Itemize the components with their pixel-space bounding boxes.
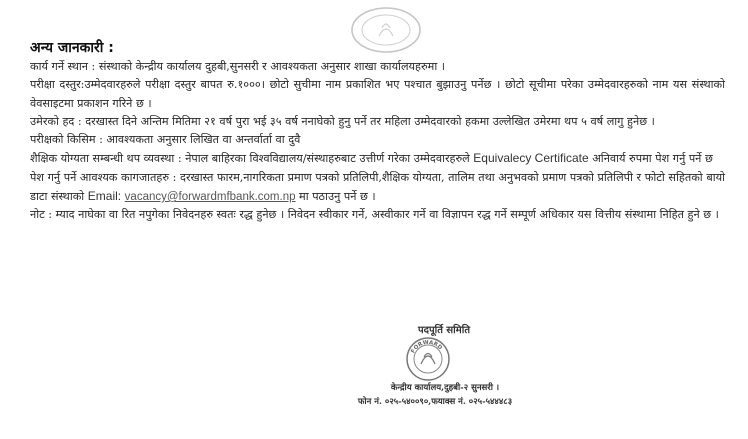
work-location-para: कार्य गर्ने स्थान : संस्थाको केन्द्रीय कार्यालय दुहबी,सुनसरी र आवश्यकता अनुसार शाखा कार्यालयहरुमा । [30, 60, 446, 73]
section-heading: अन्य जानकारी : [30, 40, 114, 56]
email-link[interactable]: vacancy@forwardmfbank.com.np [124, 191, 296, 204]
email-label: Email: [87, 189, 122, 204]
documents-para [30, 169, 725, 207]
forward-logo-seal-icon [405, 336, 451, 382]
office-address: केन्द्रीय कार्यालय,दुहबी-२ सुनसरी । [390, 383, 500, 393]
committee-name: पदपूर्ति समिति [417, 325, 471, 336]
exam-type-para: परीक्षको किसिम : आवश्यकता अनुसार लिखित वा अन्तर्वार्ता वा दुवै [30, 133, 301, 147]
documents-text-end: मा पठाउनु पर्ने छ । [295, 190, 376, 204]
phone-fax: फोन नं. ०२५-५४००९०,फयाक्स नं. ०२५-५४४४८३ [357, 397, 513, 407]
equivalency-certificate-text: Equivalecy Certificate [473, 151, 589, 166]
forward-seal-icon [346, 6, 424, 54]
exam-fee-para: परीक्षा दस्तुर:उम्मेदवारहरुले परीक्षा दस्तुर बापत रु.१०००। छोटो सुचीमा नाम प्रकाशित भए पश्चात बुझाउनु पर्नेछ । छोटो सूचीमा परेका उम्मेदवारहरुको नाम यस संस्थाको वेवसाइटमा प्रकाशन गरिने छ । [30, 78, 725, 110]
notice-body [30, 58, 725, 225]
note-para: नोट : म्याद नाघेका वा रित नपुगेका निवेदनहरु स्वतः रद्ध हुनेछ । निवेदन स्वीकार गर्ने, अस्वीकार गर्ने वा विज्ञापन रद्ध गर्ने सम्पूर्ण अधिकार यस वित्तीय संस्थामा निहित हुने छ । [30, 208, 719, 222]
age-limit-para: उमेरको हद : दरखास्त दिने अन्तिम मितिमा २१ वर्ष पुरा भई ३५ वर्ष ननाघेको हुनु पर्ने तर महिला उम्मेदवारको हकमा उल्लेखित उमेरमा थप ५ वर्ष लागु हुनेछ । [30, 114, 655, 128]
education-text: शैक्षिक योग्यता सम्बन्धी थप व्यवस्था : नेपाल बाहिरका विश्वविद्यालय/संस्थाहरुबाट उत्तीर्ण गरेका उम्मेदवारहरुले [30, 152, 474, 166]
documents-text: पेश गर्नु पर्ने आवश्यक कागजातहरु : दरखास्त फारम,नागरिकता प्रमाण पत्रको प्रतिलिपी,शैक्षिक योग्यता, तालिम तथा अनुभवको प्रमाण पत्रको प्रतिलिपी र फोटो सहितको बायो डाटा संस्थाको [30, 170, 725, 204]
education-para [30, 149, 725, 168]
seal-ring-text: FORWARD [410, 339, 443, 355]
education-text-end: अनिवार्य रुपमा पेश गर्नु पर्ने छ [588, 152, 713, 166]
